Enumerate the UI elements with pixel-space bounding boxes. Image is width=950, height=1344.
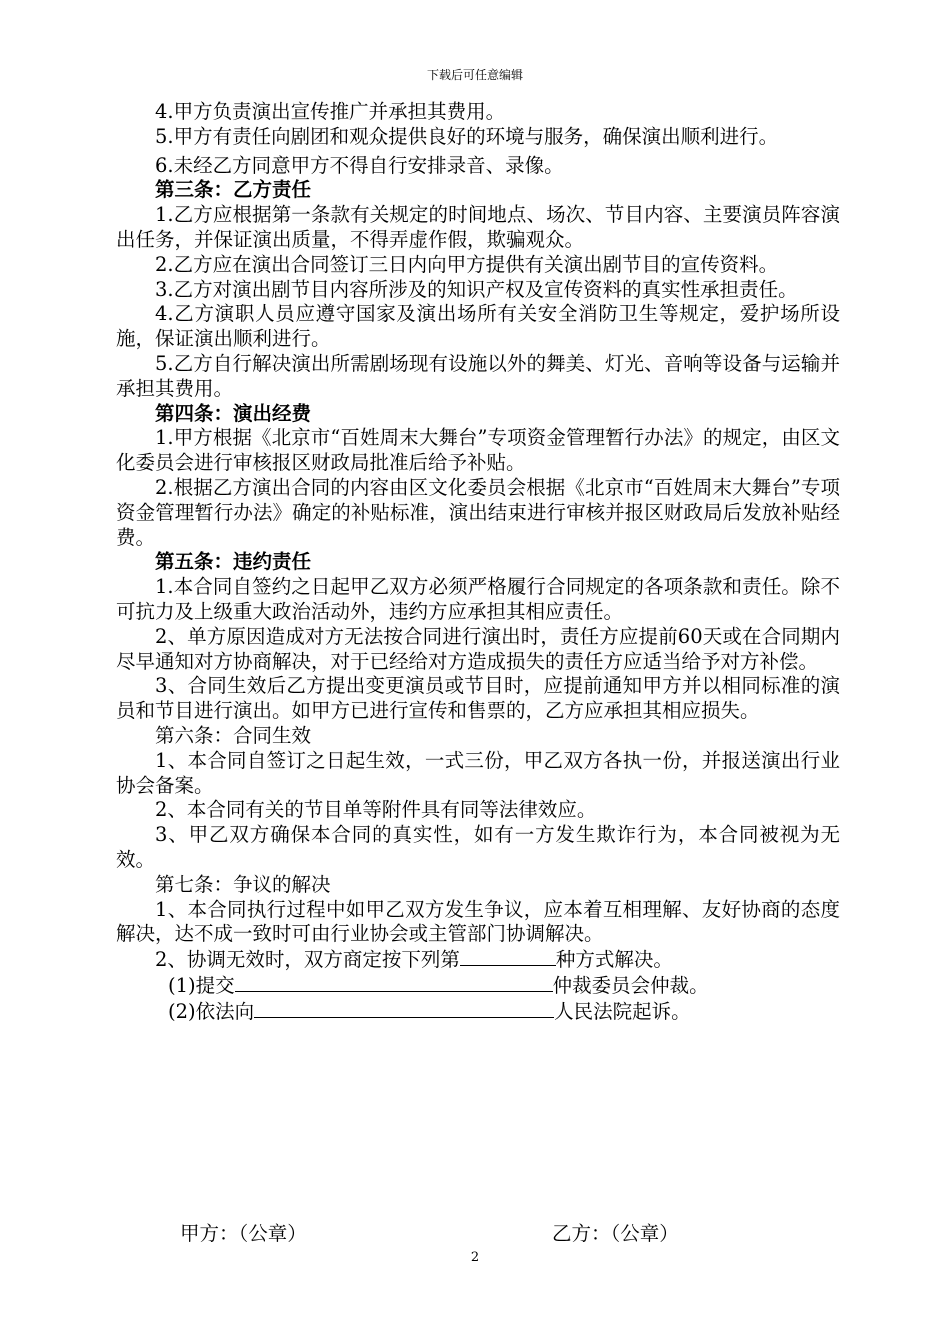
party-a-seal: 甲方：（公章） (180, 1222, 307, 1245)
option-arbitration (116, 973, 840, 999)
clause-3-item-5: 5.乙方自行解决演出所需剧场现有设施以外的舞美、灯光、音响等设备与运输并承担其费用。 (116, 351, 840, 400)
clause-6-item-1: 1、本合同自签订之日起生效，一式三份，甲乙双方各执一份，并报送演出行业协会备案。 (116, 748, 840, 797)
contract-body (116, 100, 840, 1024)
option-1-label: (1)提交 (168, 973, 235, 997)
clause-7-heading: 第七条：争议的解决 (155, 872, 331, 896)
clause-5-item-1: 1.本合同自签约之日起甲乙双方必须严格履行合同规定的各项条款和责任。除不可抗力及上级重大政治活动外，违约方应承担其相应责任。 (116, 575, 840, 623)
clause-5-item-3: 3、合同生效后乙方提出变更演员或节目时，应提前通知甲方并以相同标准的演员和节目进行演出。如甲方已进行宣传和售票的，乙方应承担其相应损失。 (116, 674, 840, 723)
clause-3-item-4: 4.乙方演职人员应遵守国家及演出场所有关安全消防卫生等规定，爱护场所设施，保证演出顺利进行。 (116, 302, 840, 351)
option-1-suffix: 仲裁委员会仲裁。 (552, 973, 709, 997)
option-2-label: (2)依法向 (168, 999, 255, 1023)
party-b-seal: 乙方：（公章） (552, 1222, 679, 1245)
clause-6-heading: 第六条：合同生效 (155, 723, 312, 747)
option-2-suffix: 人民法院起诉。 (554, 999, 691, 1023)
clause-4-item-1: 1.甲方根据《北京市“百姓周末大舞台”专项资金管理暂行办法》的规定，由区文化委员会进行审核报区财政局批准后给予补贴。 (116, 426, 840, 475)
clause-5-item-2: 2、单方原因造成对方无法按合同进行演出时，责任方应提前60天或在合同期内尽早通知对方协商解决，对于已经给对方造成损失的责任方应适当给予对方补偿。 (116, 624, 840, 673)
clause-6-item-2: 2、本合同有关的节目单等附件具有同等法律效应。 (155, 798, 597, 822)
clause-2-item-5: 5.甲方有责任向剧团和观众提供良好的环境与服务，确保演出顺利进行。 (155, 124, 779, 148)
clause-6-item-3: 3、甲乙双方确保本合同的真实性，如有一方发生欺诈行为，本合同被视为无效。 (116, 823, 840, 871)
clause-4-heading: 第四条：演出经费 (155, 401, 312, 425)
clause-4-item-2: 2.根据乙方演出合同的内容由区文化委员会根据《北京市“百姓周末大舞台”专项资金管理暂行办法》确定的补贴标准，演出结束进行审核并报区财政局后发放补贴经费。 (116, 475, 840, 549)
method-number-blank[interactable] (460, 947, 556, 966)
arbitration-committee-blank[interactable] (235, 973, 553, 992)
option-court (116, 999, 840, 1025)
court-name-blank[interactable] (254, 999, 554, 1018)
clause-3-item-2: 2.乙方应在演出合同签订三日内向甲方提供有关演出剧节目的宣传资料。 (155, 252, 779, 276)
clause-3-item-1: 1.乙方应根据第一条款有关规定的时间地点、场次、节目内容、主要演员阵容演出任务，并保证演出质量，不得弄虚作假，欺骗观众。 (116, 203, 840, 251)
page-header: 下载后可任意编辑 (426, 68, 523, 82)
clause-7-item-2 (116, 947, 840, 973)
clause-2-item-4: 4.甲方负责演出宣传推广并承担其费用。 (155, 100, 506, 123)
clause-7-item-1: 1、本合同执行过程中如甲乙双方发生争议，应本着互相理解、友好协商的态度解决，达不成一致时可由行业协会或主管部门协调解决。 (116, 897, 840, 946)
clause-3-item-3: 3.乙方对演出剧节目内容所涉及的知识产权及宣传资料的真实性承担责任。 (155, 277, 798, 301)
clause-2-item-6: 6.未经乙方同意甲方不得自行安排录音、录像。 (155, 153, 564, 177)
clause-5-heading: 第五条：违约责任 (155, 550, 312, 574)
page-number: 2 (470, 1250, 480, 1265)
clause-7-item-2-suffix: 种方式解决。 (555, 948, 673, 972)
clause-7-item-2-prefix: 2、协调无效时，双方商定按下列第 (155, 948, 460, 972)
clause-3-heading: 第三条：乙方责任 (155, 178, 312, 202)
